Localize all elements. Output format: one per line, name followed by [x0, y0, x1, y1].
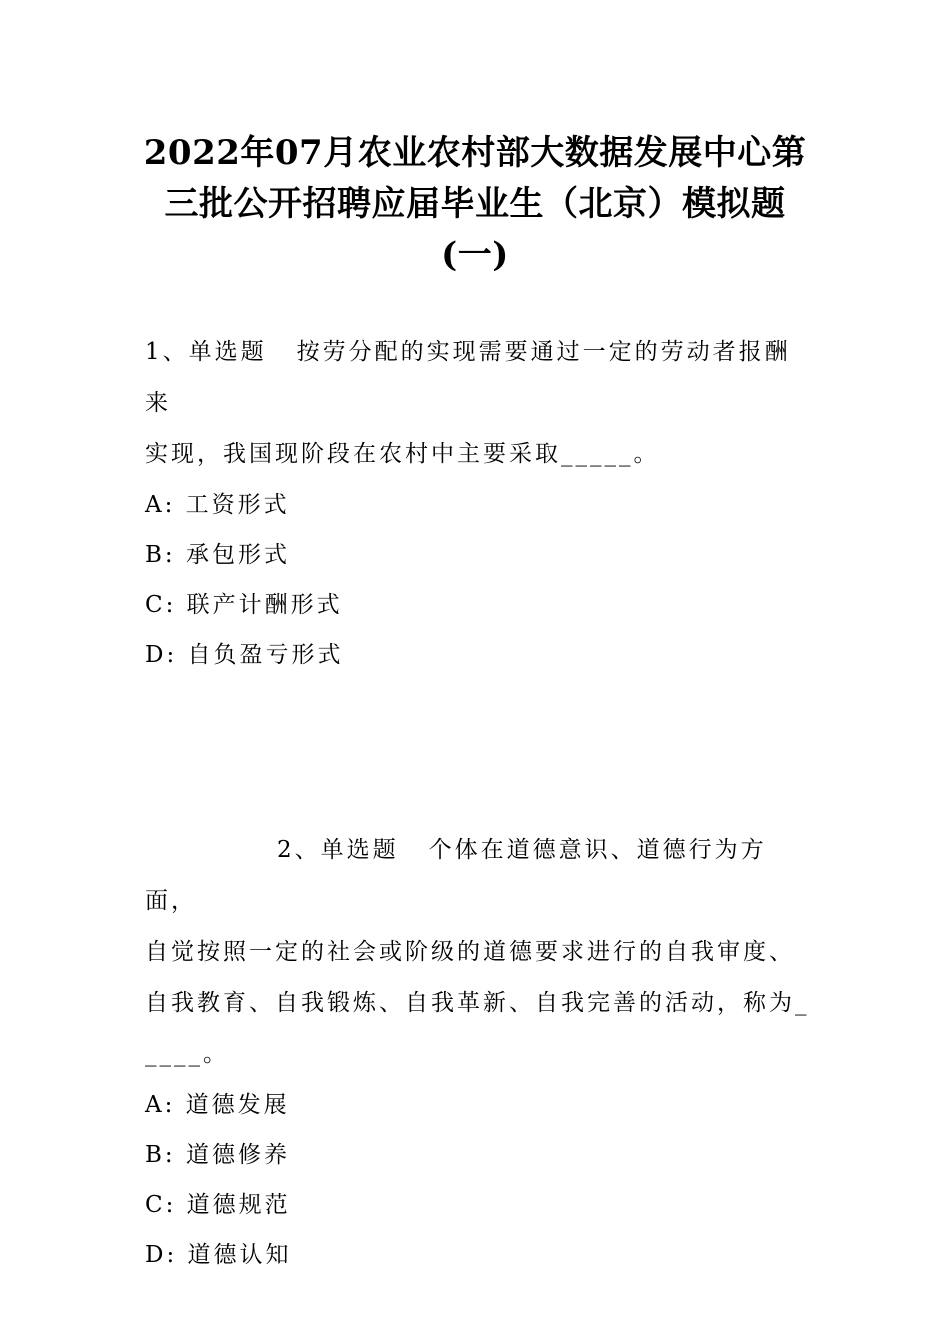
option-text: 道德发展	[185, 1092, 290, 1118]
option-text: 承包形式	[185, 542, 290, 568]
question-2	[145, 825, 815, 1280]
question-1	[145, 327, 815, 680]
option-b	[145, 1130, 815, 1180]
option-key: A:	[145, 492, 176, 518]
option-d	[145, 630, 815, 680]
option-a	[145, 1080, 815, 1130]
question-number: 1、	[145, 339, 189, 365]
option-key: B:	[145, 1142, 176, 1168]
option-text: 工资形式	[185, 492, 290, 518]
option-c	[145, 1180, 815, 1230]
option-c	[145, 580, 815, 630]
title-line-2: 三批公开招聘应届毕业生（北京）模拟题	[164, 184, 786, 224]
question-text-line: 个体在道德意识、道德行为方面，	[145, 837, 767, 914]
option-text: 自负盈亏形式	[187, 642, 344, 668]
option-key: A:	[145, 1092, 176, 1118]
option-key: B:	[145, 542, 176, 568]
question-type: 单选题	[320, 837, 399, 863]
option-d	[145, 1230, 815, 1280]
option-text: 道德认知	[187, 1242, 292, 1268]
option-b	[145, 530, 815, 580]
question-number: 2、	[277, 837, 321, 863]
question-text-line: 按劳分配的实现需要通过一定的劳动者报酬来	[145, 339, 791, 416]
question-text-line: 实现，我国现阶段在农村中主要采取_____。	[145, 441, 660, 467]
title-line-1: 2022年07月农业农村部大数据发展中心第	[143, 133, 807, 173]
question-text-line: ____。	[145, 1041, 229, 1067]
option-text: 道德规范	[186, 1192, 291, 1218]
option-key: C:	[145, 592, 177, 618]
question-type: 单选题	[188, 339, 267, 365]
option-text: 联产计酬形式	[186, 592, 343, 618]
option-key: C:	[145, 1192, 177, 1218]
question-stem	[145, 825, 815, 927]
document-title	[100, 128, 850, 281]
question-stem	[145, 327, 815, 429]
option-key: D:	[145, 642, 178, 668]
question-text-line: 自觉按照一定的社会或阶级的道德要求进行的自我审度、	[145, 939, 795, 965]
option-a	[145, 480, 815, 530]
title-line-3: (一)	[441, 235, 509, 275]
option-key: D:	[145, 1242, 178, 1268]
option-text: 道德修养	[185, 1142, 290, 1168]
question-text-line: 自我教育、自我锻炼、自我革新、自我完善的活动，称为_	[145, 990, 810, 1016]
